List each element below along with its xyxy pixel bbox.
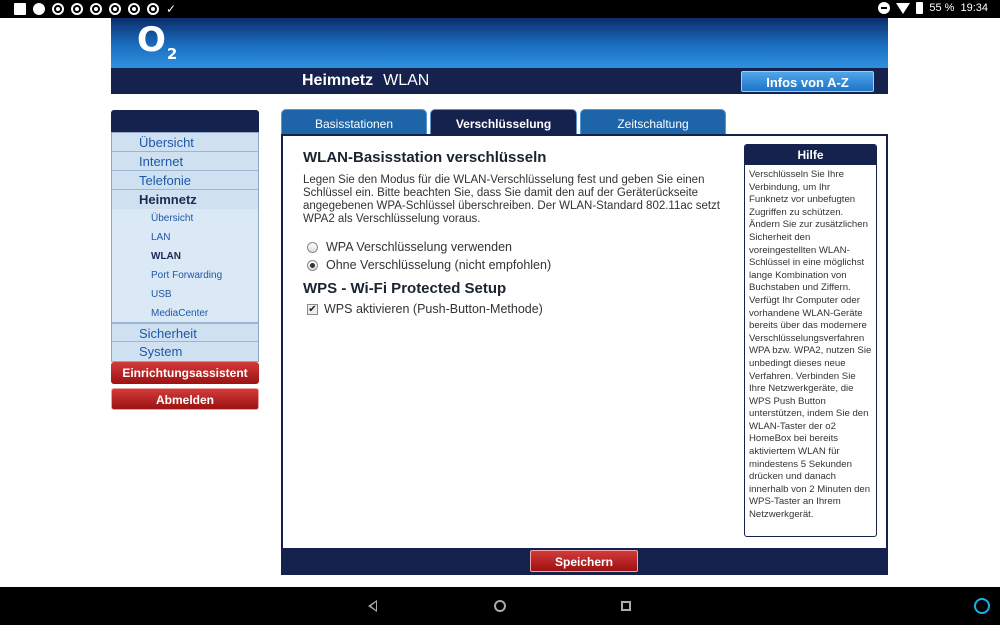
tab-verschluesselung[interactable]: Verschlüsselung (430, 109, 577, 135)
logout-button[interactable]: Abmelden (111, 388, 259, 410)
sidebar-subitem-wlan[interactable]: WLAN (151, 251, 181, 262)
battery-level: 55 % (929, 2, 955, 14)
android-status-bar (0, 0, 1000, 18)
radio-label-no-encryption: Ohne Verschlüsselung (nicht empfohlen) (326, 258, 552, 272)
tab-zeitschaltung[interactable]: Zeitschaltung (580, 109, 726, 135)
wps-checkbox[interactable]: ✔ (308, 303, 317, 315)
radio-option-no-encryption[interactable] (307, 258, 551, 272)
sidebar (111, 110, 259, 410)
chrome-notification-icon (109, 3, 121, 15)
back-icon[interactable] (368, 600, 377, 612)
tab-basisstationen[interactable]: Basisstationen (281, 109, 427, 135)
sidebar-header (111, 110, 259, 132)
do-not-disturb-icon (878, 2, 890, 14)
sidebar-subitem-port-forwarding[interactable]: Port Forwarding (151, 270, 223, 281)
sidebar-item-uebersicht[interactable]: Übersicht (112, 133, 258, 152)
chrome-notification-icon (128, 3, 140, 15)
breadcrumb-page: WLAN (383, 72, 430, 89)
header-navbar (111, 68, 888, 94)
wps-option[interactable] (307, 302, 543, 316)
header-banner (111, 18, 888, 68)
wifi-icon (896, 3, 910, 14)
sidebar-item-telefonie[interactable]: Telefonie (112, 171, 258, 190)
clock: 19:34 (960, 2, 988, 14)
sidebar-item-sicherheit[interactable]: Sicherheit (112, 323, 258, 342)
chrome-notification-icon (90, 3, 102, 15)
chrome-notification-icon (147, 3, 159, 15)
save-button[interactable]: Speichern (530, 550, 638, 572)
help-title: Hilfe (745, 145, 876, 165)
chrome-notification-icon (71, 3, 83, 15)
image-notification-icon (14, 3, 26, 15)
breadcrumb (302, 72, 429, 90)
checklist-notification-icon: ✓ (166, 2, 177, 16)
content-footer (281, 548, 888, 575)
o2-logo: $O_2$ (137, 20, 178, 63)
radio-button-wpa[interactable] (307, 242, 318, 253)
sidebar-subitem-usb[interactable]: USB (151, 289, 172, 300)
help-text: Verschlüsseln Sie Ihre Verbindung, um Ihr Funknetz vor unbefugten Zugriffen zu schützen. Ändern Sie zur zusätzlichen Sicherheit den voreingestellten WLAN-Schlüssel in eine möglichst lange Kombination von Buchstaben und Ziffern. Verfügt Ihr Computer oder vorhandene WLAN-Geräte bereits über das modernere Verschlüsselungsverfahren WPA bzw. WPA2, nutzen Sie unbedingt dieses neue Verfahren. Verbinden Sie Ihre Netzwerkgeräte, die WPS Push Button unterstützen, indem Sie den WLAN-Taster der o2 HomeBox bei bereits aktiviertem WLAN für mindestens 5 Sekunden drücken und danach innerhalb von 2 Minuten den WPS-Taster an Ihrem Netzwerkgerät. (749, 169, 872, 521)
sidebar-subitem-lan[interactable]: LAN (151, 232, 171, 243)
setup-wizard-button[interactable]: Einrichtungsassistent (111, 362, 259, 384)
section-title-wps: WPS - Wi-Fi Protected Setup (303, 280, 507, 297)
help-box (744, 144, 877, 537)
content-panel (281, 134, 888, 575)
infos-a-z-button[interactable]: Infos von A-Z (741, 71, 874, 92)
recent-apps-icon[interactable] (621, 601, 631, 611)
circle-notification-icon (33, 3, 45, 15)
sidebar-submenu-heimnetz (112, 209, 258, 323)
alexa-icon[interactable] (974, 598, 990, 614)
sidebar-item-system[interactable]: System (139, 344, 183, 359)
sidebar-item-heimnetz[interactable]: Heimnetz (139, 192, 197, 207)
sidebar-subitem-mediacenter[interactable]: MediaCenter (112, 304, 258, 323)
sidebar-item-internet[interactable]: Internet (112, 152, 258, 171)
radio-label-wpa: WPA Verschlüsselung verwenden (326, 240, 512, 254)
battery-icon (916, 2, 923, 14)
home-icon[interactable] (494, 600, 506, 612)
section-title-encryption: WLAN-Basisstation verschlüsseln (303, 149, 547, 166)
breadcrumb-section: Heimnetz (302, 72, 374, 89)
radio-option-wpa[interactable] (307, 240, 512, 254)
sidebar-menu (111, 132, 259, 362)
tab-bar (281, 109, 726, 135)
encryption-description: Legen Sie den Modus für die WLAN-Verschlüsselung fest und geben Sie einen Schlüssel ein. Bitte beachten Sie, dass Sie damit den auf der Geräterückseite angegebenen WPA-Schlüssel überschreiben. Der WLAN-Standard 802.11ac setzt WPA2 als Verschlüsselung voraus. (303, 174, 720, 225)
sidebar-subitem-uebersicht[interactable]: Übersicht (151, 213, 194, 224)
wps-checkbox-label: WPS aktivieren (Push-Button-Methode) (324, 302, 543, 316)
chrome-notification-icon (52, 3, 64, 15)
radio-button-no-encryption[interactable] (307, 260, 318, 271)
android-navigation-bar (0, 587, 1000, 625)
